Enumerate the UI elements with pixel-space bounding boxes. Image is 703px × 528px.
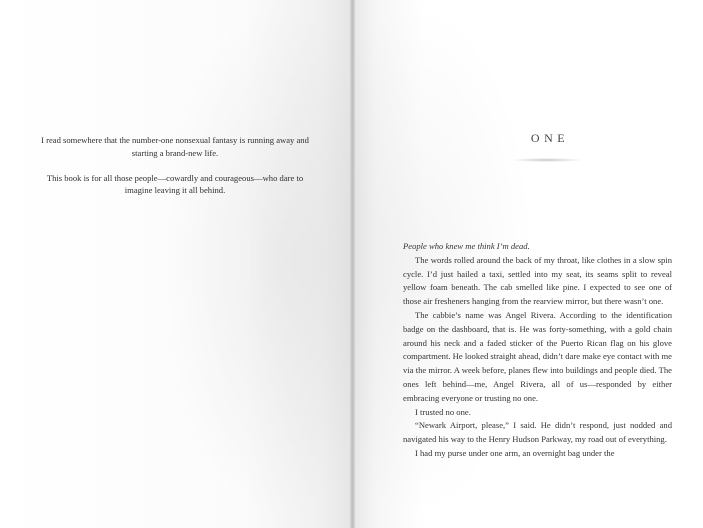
chapter-body (403, 240, 672, 461)
opening-line: People who knew me think I’m dead. (403, 241, 530, 251)
paragraph: The cabbie’s name was Angel Rivera. According to the identification badge on the dashboard, that is. He was forty-something, with a gold chain around his neck and a faded sticker of the Puerto Rican flag on his glove compartment. He looked straight ahead, didn’t dare make eye contact with me via the mirror. A week before, planes flew into buildings and people died. The ones left behind—me, Angel Rivera, all of us—responded by either embracing everyone or trusting no one. (403, 309, 672, 403)
right-page (355, 0, 703, 528)
paragraph: I trusted no one. (415, 406, 471, 417)
dedication-line-2: This book is for all those people—cowardly and courageous—who dare to imagine leaving it all behind. (46, 172, 304, 196)
chapter-divider (511, 158, 583, 162)
dedication-line-1: I read somewhere that the number-one nonsexual fantasy is running away and starting a brand-new life. (41, 135, 309, 158)
left-page (0, 0, 350, 528)
chapter-title: ONE (530, 131, 570, 145)
paragraph: The words rolled around the back of my throat, like clothes in a slow spin cycle. I’d just hailed a taxi, settled into my seat, its seams split to reveal yellow foam beneath. The cab smelled like pine. I expected to see one of those air fresheners hanging from the rearview mirror, but there wasn’t one. (403, 254, 672, 307)
paragraph: I had my purse under one arm, an overnight bag under the (415, 447, 615, 458)
dedication (36, 134, 314, 210)
paragraph: “Newark Airport, please,” I said. He didn’t respond, just nodded and navigated his way to the Henry Hudson Parkway, my road out of everything. (403, 420, 672, 445)
